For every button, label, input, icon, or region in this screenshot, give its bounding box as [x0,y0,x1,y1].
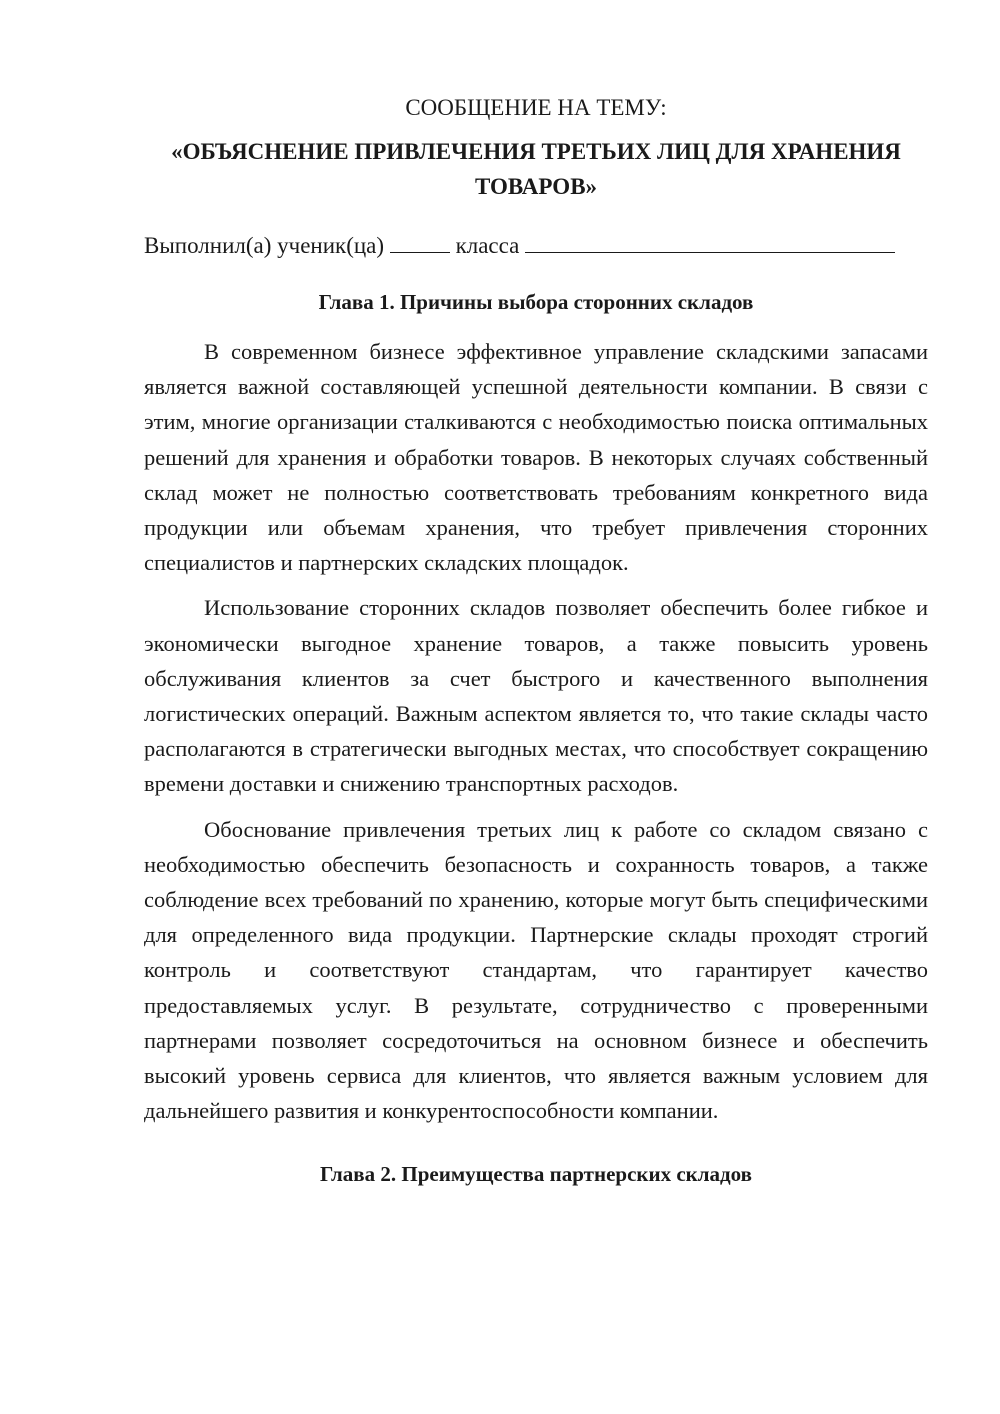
document-topic: «ОБЪЯСНЕНИЕ ПРИВЛЕЧЕНИЯ ТРЕТЬИХ ЛИЦ ДЛЯ ХРАНЕНИЯ ТОВАРОВ» [171,139,901,199]
name-blank [525,230,895,253]
paragraph-1: В современном бизнесе эффективное управление складскими запасами является важной составляющей успешной деятельности компании. В связи с этим, многие организации сталкиваются с необходимостью поиска оптимальных решений для хранения и обработки товаров. В некоторых случаях собственный склад может не полностью соответствовать требованиям конкретного вида продукции или объемам хранения, что требует привлечения сторонних специалистов и партнерских складских площадок. [144,339,928,576]
author-line [144,230,928,262]
class-blank [390,230,450,253]
chapter-2-title: Глава 2. Преимущества партнерских складов [320,1162,752,1187]
paragraph-3: Обоснование привлечения третьих лиц к работе со складом связано с необходимостью обеспечить безопасность и сохранность товаров, а также соблюдение всех требований по хранению, которые могут быть специфическими для определенного вида продукции. Партнерские склады проходят строгий контроль и соответствуют стандартам, что гарантирует качество предоставляемых услуг. В результате, сотрудничество с проверенными партнерами позволяет сосредоточиться на основном бизнесе и обеспечить высокий уровень сервиса для клиентов, что является важным условием для дальнейшего развития и конкурентоспособности компании. [144,816,928,1124]
document-header: СООБЩЕНИЕ НА ТЕМУ: [405,95,667,120]
author-class-label: класса [455,233,520,258]
chapter-1-title: Глава 1. Причины выбора сторонних складов [318,290,754,314]
document-page [144,92,928,1190]
author-prefix: Выполнил(а) ученик(ца) [144,233,385,258]
paragraph-2: Использование сторонних складов позволяет обеспечить более гибкое и экономически выгодное хранение товаров, а также повысить уровень обслуживания клиентов за счет быстрого и качественного выполнения логистических операций. Важным аспектом является то, что такие склады часто располагаются в стратегически выгодных местах, что способствует сокращению времени доставки и снижению транспортных расходов. [144,595,928,797]
